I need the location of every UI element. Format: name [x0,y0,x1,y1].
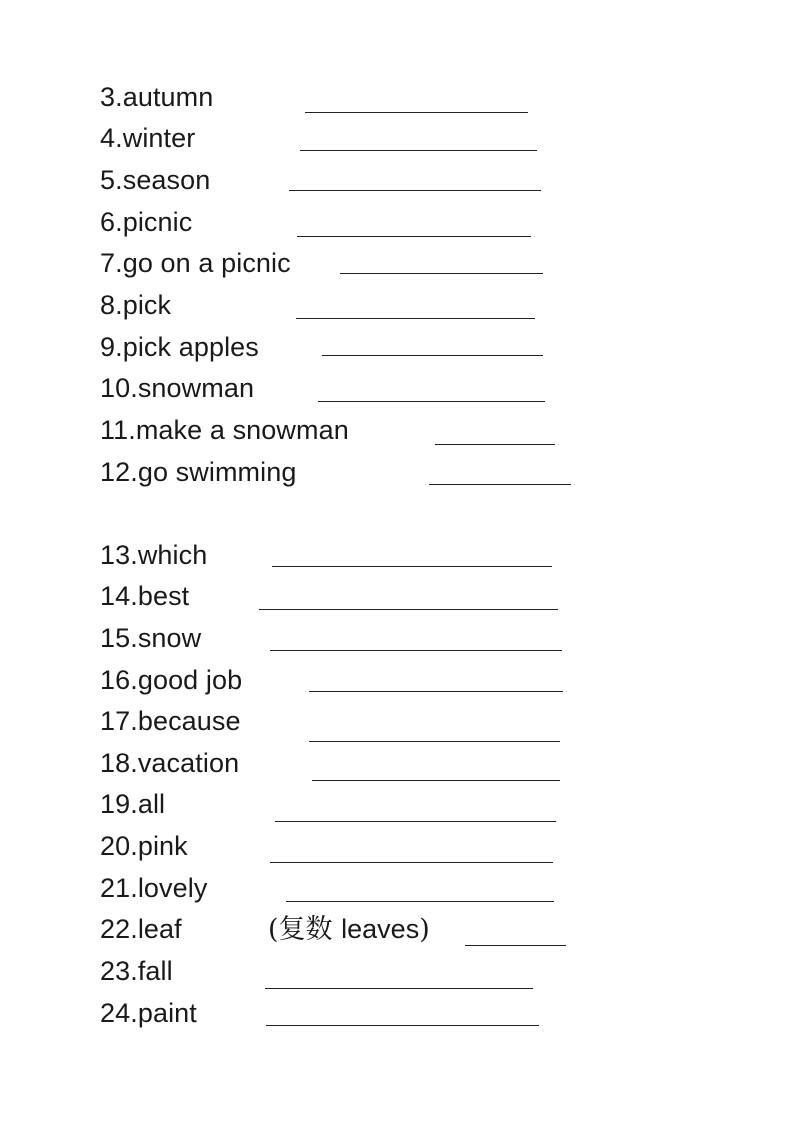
vocab-word: 5.season [100,165,211,195]
list-item [100,745,660,781]
list-item [100,703,660,739]
list-item [100,162,660,198]
vocab-word: 21.lovely [100,873,208,903]
list-item [100,911,660,947]
vocab-word: 9.pick apples [100,332,259,362]
answer-blank[interactable] [318,401,545,402]
answer-blank[interactable] [305,112,528,113]
list-item [100,120,660,156]
list-item [100,245,660,281]
list-item [100,662,660,698]
answer-blank[interactable] [259,609,558,610]
list-item [100,995,660,1031]
answer-blank[interactable] [275,821,556,822]
list-item [100,537,660,573]
answer-blank[interactable] [289,190,541,191]
answer-blank[interactable] [340,273,543,274]
answer-blank[interactable] [270,650,562,651]
plural-note-word: leaves [341,914,420,944]
vocab-word: 3.autumn [100,82,214,112]
answer-blank[interactable] [297,236,531,237]
vocab-word: 18.vacation [100,748,240,778]
vocab-word: 23.fall [100,956,173,986]
answer-blank[interactable] [286,901,554,902]
answer-blank[interactable] [312,780,560,781]
list-item [100,370,660,406]
list-item [100,870,660,906]
list-item [100,412,660,448]
answer-blank[interactable] [429,484,571,485]
plural-note [268,911,430,948]
vocab-word: 15.snow [100,623,202,653]
answer-blank[interactable] [435,444,555,445]
list-item [100,953,660,989]
answer-blank[interactable] [296,318,535,319]
list-item [100,454,660,490]
answer-blank[interactable] [465,945,566,946]
list-item [100,79,660,115]
list-item [100,329,660,365]
vocab-word: 7.go on a picnic [100,248,291,278]
vocab-word: 4.winter [100,123,196,153]
vocab-word: 20.pink [100,831,188,861]
answer-blank[interactable] [272,566,552,567]
list-item [100,578,660,614]
answer-blank[interactable] [300,150,537,151]
answer-blank[interactable] [266,1025,539,1026]
list-item [100,204,660,240]
vocab-word: 16.good job [100,665,243,695]
vocab-word: 12.go swimming [100,457,297,487]
plural-note-label: (复数 [268,914,333,945]
list-item [100,287,660,323]
vocab-word: 10.snowman [100,373,255,403]
vocab-word: 14.best [100,581,190,611]
vocab-word: 11.make a snowman [100,415,349,445]
vocab-word: 13.which [100,540,208,570]
answer-blank[interactable] [270,862,553,863]
answer-blank[interactable] [309,741,560,742]
vocab-word: 22.leaf [100,914,182,944]
list-item [100,828,660,864]
answer-blank[interactable] [265,988,533,989]
vocab-word: 8.pick [100,290,172,320]
vocab-word: 19.all [100,789,166,819]
list-item [100,620,660,656]
vocab-word: 17.because [100,706,241,736]
list-item [100,786,660,822]
vocab-word: 6.picnic [100,207,193,237]
answer-blank[interactable] [322,355,543,356]
vocab-word: 24.paint [100,998,197,1028]
plural-note-close: ) [419,914,430,945]
answer-blank[interactable] [309,691,563,692]
